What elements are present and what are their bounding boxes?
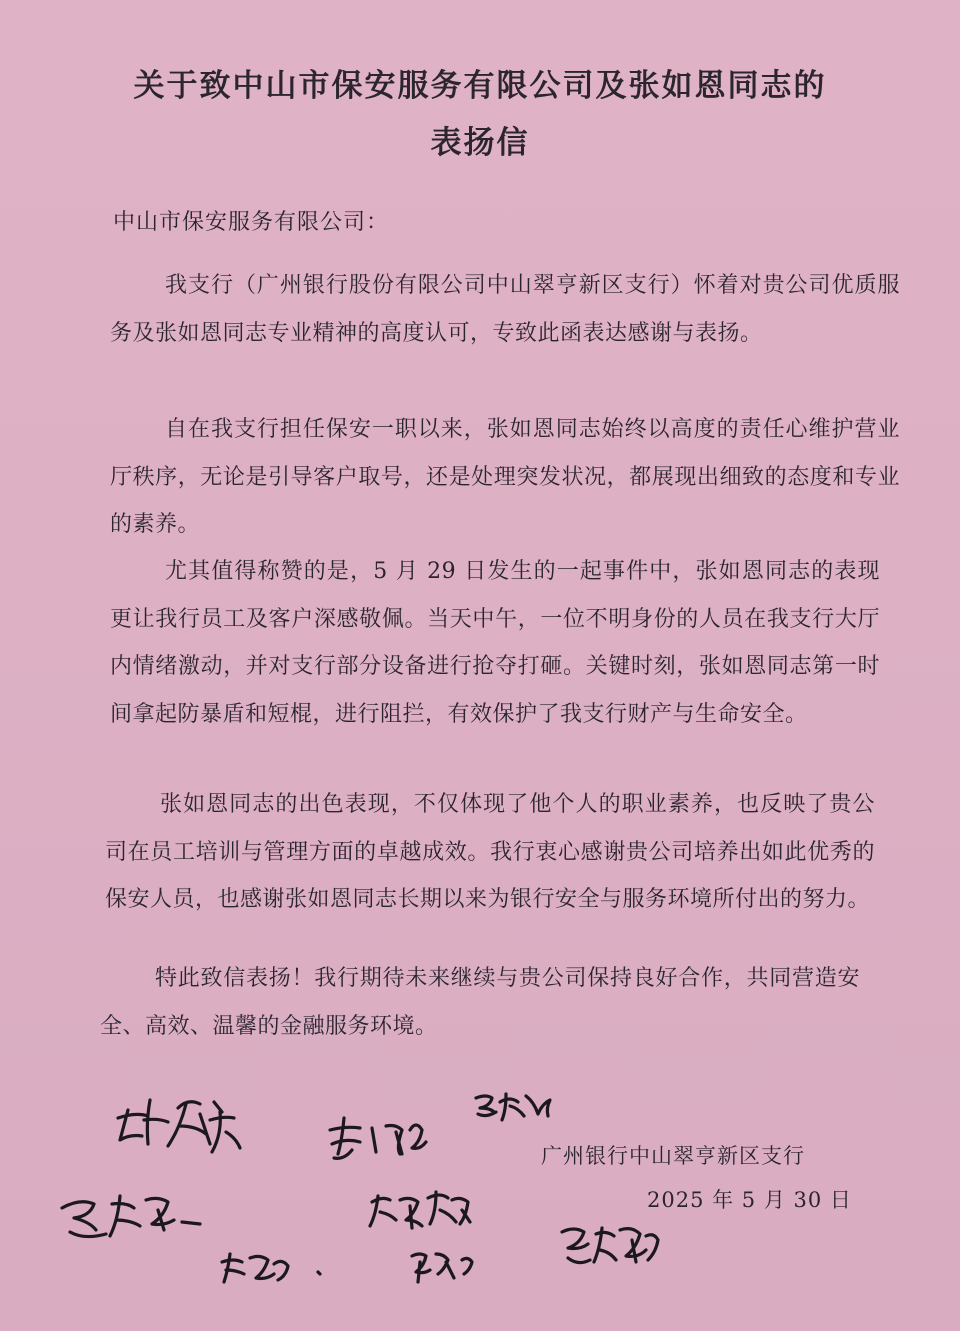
signature-4 [62,1196,200,1237]
letter-title-line-1: 关于致中山市保安服务有限公司及张如恩同志的 [133,68,827,104]
sender-name: 广州银行中山翠亨新区支行 [541,1144,805,1168]
signature-7 [412,1254,472,1282]
salutation: 中山市保安服务有限公司： [113,210,390,235]
paragraph-5: 特此致信表扬！我行期待未来继续与贵公司保持良好合作，共同营造安全、高效、温馨的金融服务环境。 [100,966,860,1039]
signature-5 [370,1192,470,1228]
signature-3 [476,1094,550,1120]
signature-1 [118,1100,240,1152]
letter-title-line-2: 表扬信 [430,125,530,161]
signature-8 [562,1228,658,1263]
paragraph-3: 尤其值得称赞的是，5 月 29 日发生的一起事件中，张如恩同志的表现更让我行员工及客户深感敬佩。当天中午，一位不明身份的人员在我支行大厅内情绪激动，并对支行部分设备进行抢夺打砸。关键时刻，张如恩同志第一时间拿起防暴盾和短棍，进行阻拦，有效保护了我支行财产与生命安全。 [110,559,880,727]
paragraph-2: 自在我支行担任保安一职以来，张如恩同志始终以高度的责任心维护营业厅秩序，无论是引导客户取号，还是处理突发状况，都展现出细致的态度和专业的素养。 [110,417,900,537]
letter-date: 2025 年 5 月 30 日 [647,1188,852,1212]
paragraph-4: 张如恩同志的出色表现，不仅体现了他个人的职业素养，也反映了贵公司在员工培训与管理方面的卓越成效。我行衷心感谢贵公司培养出如此优秀的保安人员，也感谢张如恩同志长期以来为银行安全与服务环境所付出的努力。 [105,792,875,912]
signature-2 [330,1118,426,1158]
signature-6 [222,1254,320,1282]
paragraph-1: 我支行（广州银行股份有限公司中山翠亨新区支行）怀着对贵公司优质服务及张如恩同志专业精神的高度认可，专致此函表达感谢与表扬。 [110,273,900,346]
